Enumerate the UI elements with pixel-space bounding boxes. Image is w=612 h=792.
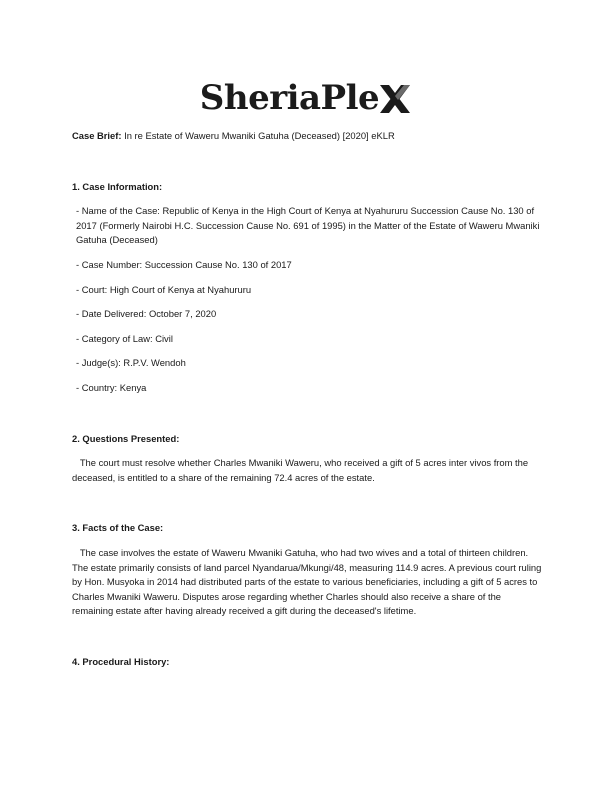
questions-text-body: The court must resolve whether Charles Mwaniki Waweru, who received a gift of 5 acres inter vivos from the deceased, is entitled to a share of the remaining 72.4 acres of the estate. bbox=[72, 457, 529, 483]
section-case-information bbox=[72, 180, 542, 396]
section-heading: 1. Case Information: bbox=[72, 180, 163, 192]
facts-text-body: The case involves the estate of Waweru Mwaniki Gatuha, who had two wives and a total of thirteen children. The estate primarily consists of land parcel Nyandarua/Mkungi/48, measuring 114.9 acres. A previous court ruling by Hon. Musyoka in 2014 had distributed parts of the estate to various beneficiaries, including a gift of 5 acres to Charles Mwaniki Waweru. Disputes arose regarding whether Charles should also receive a share of the remaining estate after having already received a gift during the deceased's lifetime. bbox=[72, 546, 542, 617]
court-item: - Court: High Court of Kenya at Nyahururu bbox=[76, 283, 252, 295]
section-heading: 2. Questions Presented: bbox=[72, 432, 180, 444]
case-brief-title: In re Estate of Waweru Mwaniki Gatuha (Deceased) [2020] eKLR bbox=[121, 130, 395, 141]
date-delivered-item: - Date Delivered: October 7, 2020 bbox=[76, 308, 217, 320]
sheriaplex-logo bbox=[0, 78, 612, 120]
section-facts bbox=[72, 521, 542, 619]
country-item: - Country: Kenya bbox=[76, 381, 147, 393]
facts-text bbox=[72, 546, 542, 619]
case-name-item: - Name of the Case: Republic of Kenya in the High Court of Kenya at Nyahururu Succession Cause No. 130 of 2017 (Formerly Nairobi H.C. Succession Cause No. 691 of 1995) in the Matter of the Estate of Waweru Mwaniki Gatuha (Deceased) bbox=[76, 205, 540, 246]
category-of-law-item: - Category of Law: Civil bbox=[76, 332, 173, 344]
questions-text bbox=[72, 456, 542, 485]
case-brief-line bbox=[72, 129, 542, 144]
section-heading: 3. Facts of the Case: bbox=[72, 522, 164, 534]
x-mark-icon bbox=[378, 82, 412, 116]
logo-text: SheriaPle bbox=[199, 78, 380, 118]
document-body bbox=[72, 129, 542, 679]
section-heading: 4. Procedural History: bbox=[72, 655, 170, 667]
judges-item: - Judge(s): R.P.V. Wendoh bbox=[76, 357, 186, 369]
case-brief-label: Case Brief: bbox=[72, 130, 122, 141]
case-number-item: - Case Number: Succession Cause No. 130 of 2017 bbox=[76, 258, 292, 270]
section-questions-presented bbox=[72, 432, 542, 486]
section-procedural-history bbox=[72, 655, 542, 670]
